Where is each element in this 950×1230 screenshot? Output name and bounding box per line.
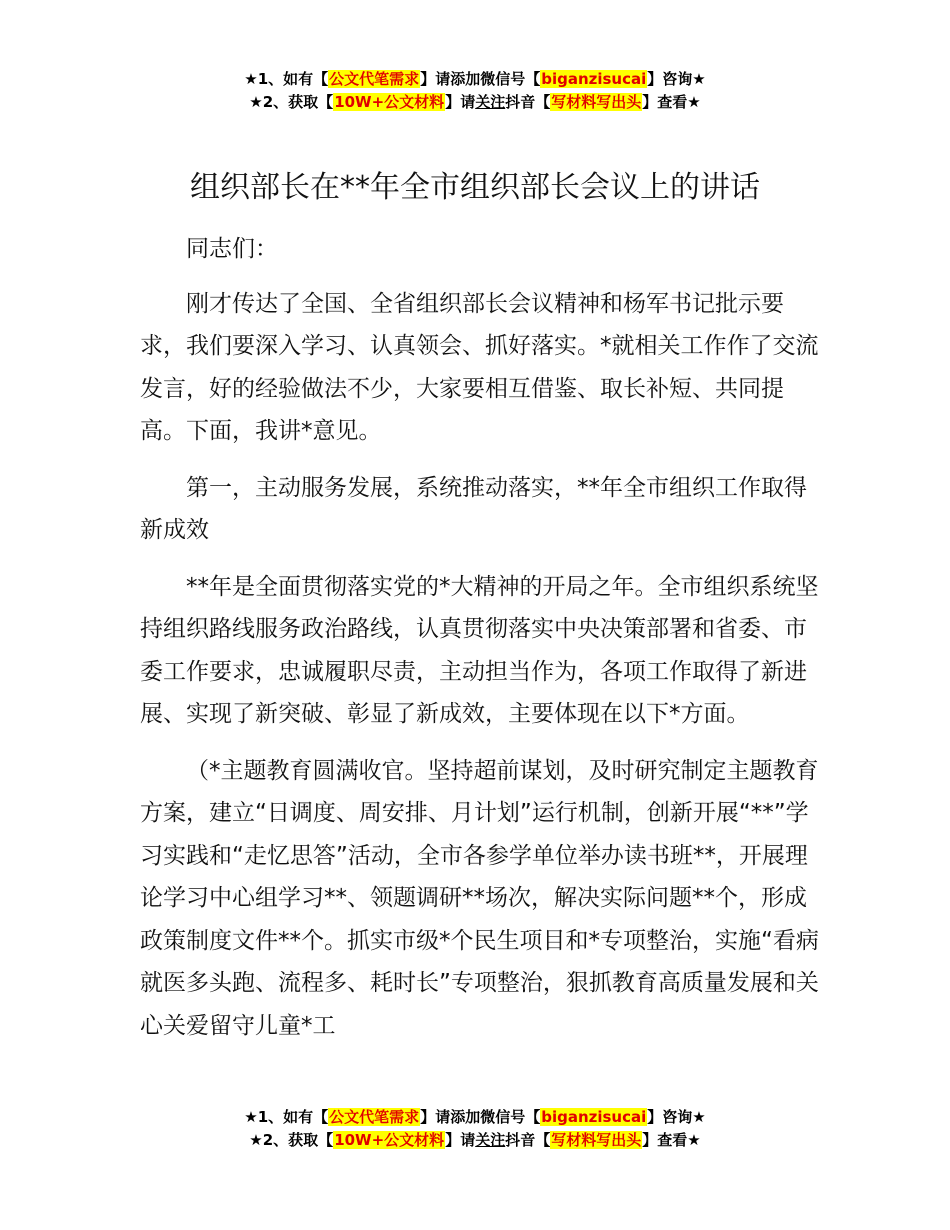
promo-highlight: biganzisucai [541, 70, 647, 88]
promo-text: ★2、获取【 [249, 1131, 334, 1149]
promo-highlight: biganzisucai [541, 1108, 647, 1126]
promo-text: 】请添加微信号【 [420, 70, 541, 88]
promo-text: 】请 [445, 93, 476, 111]
promo-text: 抖音【 [505, 1131, 551, 1149]
paragraph: 第一，主动服务发展，系统推动落实，**年全市组织工作取得新成效 [140, 474, 807, 543]
promo-underlined: 关注 [475, 93, 506, 111]
paragraph: **年是全面贯彻落实党的*大精神的开局之年。全市组织系统坚持组织路线服务政治路线，认真贯彻落实中央决策部署和省委、市委工作要求，忠诚履职尽责，主动担当作为，各项工作取得了新进展、实现了新突破、彰显了新成效，主要体现在以下*方面。 [140, 573, 819, 727]
promo-text: 】请添加微信号【 [420, 1108, 541, 1126]
paragraph: （*主题教育圆满收官。坚持超前谋划，及时研究制定主题教育方案，建立“日调度、周安排、月计划”运行机制，创新开展“**”学习实践和“走忆思答”活动，全市各参学单位举办读书班**，开展理论学习中心组学习**、领题调研**场次，解决实际问题**个，形成政策制度文件**个。抓实市级*个民生项目和*专项整治，实施“看病就医多头跑、流程多、耗时长”专项整治，狠抓教育高质量发展和关心关爱留守儿童*工 [140, 757, 819, 1039]
promo-text: 】查看★ [642, 1131, 701, 1149]
greeting: 同志们： [186, 236, 278, 262]
promo-underlined: 关注 [475, 1131, 506, 1149]
promo-text: 】查看★ [642, 93, 701, 111]
header-promo-banner [0, 68, 950, 114]
promo-text: ★2、获取【 [249, 93, 334, 111]
footer-promo-banner [0, 1106, 950, 1152]
promo-line-2 [0, 91, 950, 114]
promo-highlight: 10W+公文材料 [334, 1131, 445, 1149]
promo-line-1 [0, 68, 950, 91]
promo-highlight: 写材料写出头 [551, 93, 642, 111]
promo-highlight: 公文代笔需求 [329, 1108, 420, 1126]
promo-line-1 [0, 1106, 950, 1129]
promo-highlight: 写材料写出头 [551, 1131, 642, 1149]
promo-text: 】请 [445, 1131, 476, 1149]
promo-text: ★1、如有【 [244, 1108, 329, 1126]
promo-line-2 [0, 1129, 950, 1152]
promo-text: 】咨询★ [647, 70, 706, 88]
promo-text: ★1、如有【 [244, 70, 329, 88]
promo-text: 抖音【 [505, 93, 551, 111]
document-title: 组织部长在**年全市组织部长会议上的讲话 [190, 170, 760, 205]
promo-text: 】咨询★ [647, 1108, 706, 1126]
document-body [140, 228, 820, 1061]
promo-highlight: 公文代笔需求 [329, 70, 420, 88]
promo-highlight: 10W+公文材料 [334, 93, 445, 111]
paragraph: 刚才传达了全国、全省组织部长会议精神和杨军书记批示要求，我们要深入学习、认真领会、抓好落实。*就相关工作作了交流发言，好的经验做法不少，大家要相互借鉴、取长补短、共同提高。下面，我讲*意见。 [140, 290, 819, 444]
